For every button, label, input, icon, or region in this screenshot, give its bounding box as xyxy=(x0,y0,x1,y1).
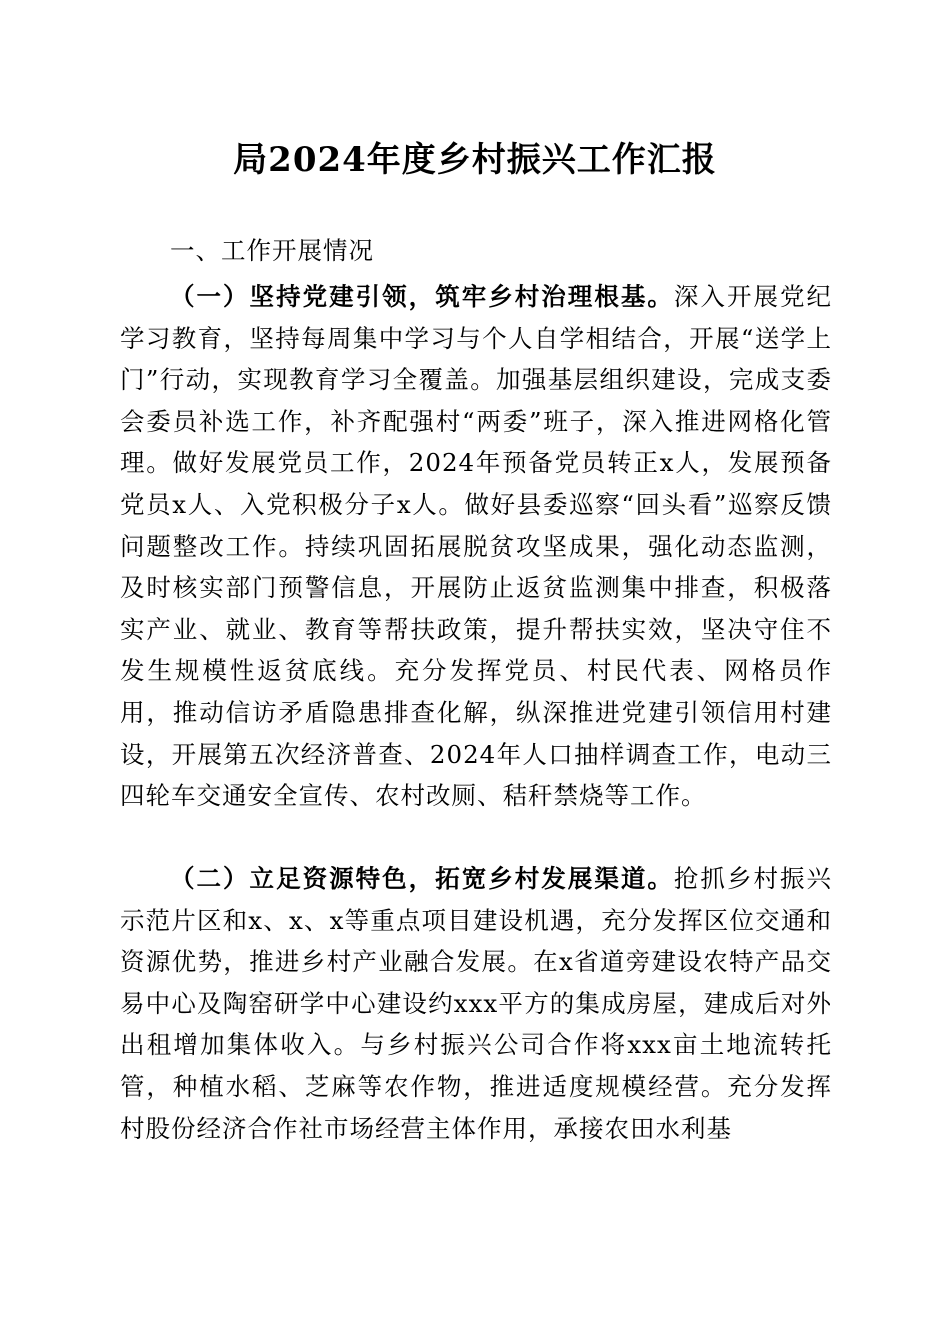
section-heading: 一、工作开展情况 xyxy=(170,236,374,265)
paragraph xyxy=(120,276,832,817)
page-title: 局2024年度乡村振兴工作汇报 xyxy=(233,140,717,180)
paragraph xyxy=(120,858,832,1149)
paragraph-lead: （一）坚持党建引领，筑牢乡村治理根基。 xyxy=(170,282,674,311)
paragraph-text: 抢抓乡村振兴示范片区和x、x、x等重点项目建设机遇，充分发挥区位交通和资源优势，推进乡村产业融合发展。在x省道旁建设农特产品交易中心及陶窑研学中心建设约xxx平方的集成房屋，建成后对外出租增加集体收入。与乡村振兴公司合作将xxx亩土地流转托管，种植水稻、芝麻等农作物，推进适度规模经营。充分发挥村股份经济合作社市场经营主体作用，承接农田水利基 xyxy=(120,864,833,1143)
paragraph-lead: （二）立足资源特色，拓宽乡村发展渠道。 xyxy=(170,864,674,893)
paragraph-text: 深入开展党纪学习教育，坚持每周集中学习与个人自学相结合，开展“送学上门”行动，实现教育学习全覆盖。加强基层组织建设，完成支委会委员补选工作，补齐配强村“两委”班子，深入推进网格化管理。做好发展党员工作，2024年预备党员转正x人，发展预备党员x人、入党积极分子x人。做好县委巡察“回头看”巡察反馈问题整改工作。持续巩固拓展脱贫攻坚成果，强化动态监测，及时核实部门预警信息，开展防止返贫监测集中排查，积极落实产业、就业、教育等帮扶政策，提升帮扶实效，坚决守住不发生规模性返贫底线。充分发挥党员、村民代表、网格员作用，推动信访矛盾隐患排查化解，纵深推进党建引领信用村建设，开展第五次经济普查、2024年人口抽样调查工作，电动三四轮车交通安全宣传、农村改厕、秸秆禁烧等工作。 xyxy=(120,282,833,811)
